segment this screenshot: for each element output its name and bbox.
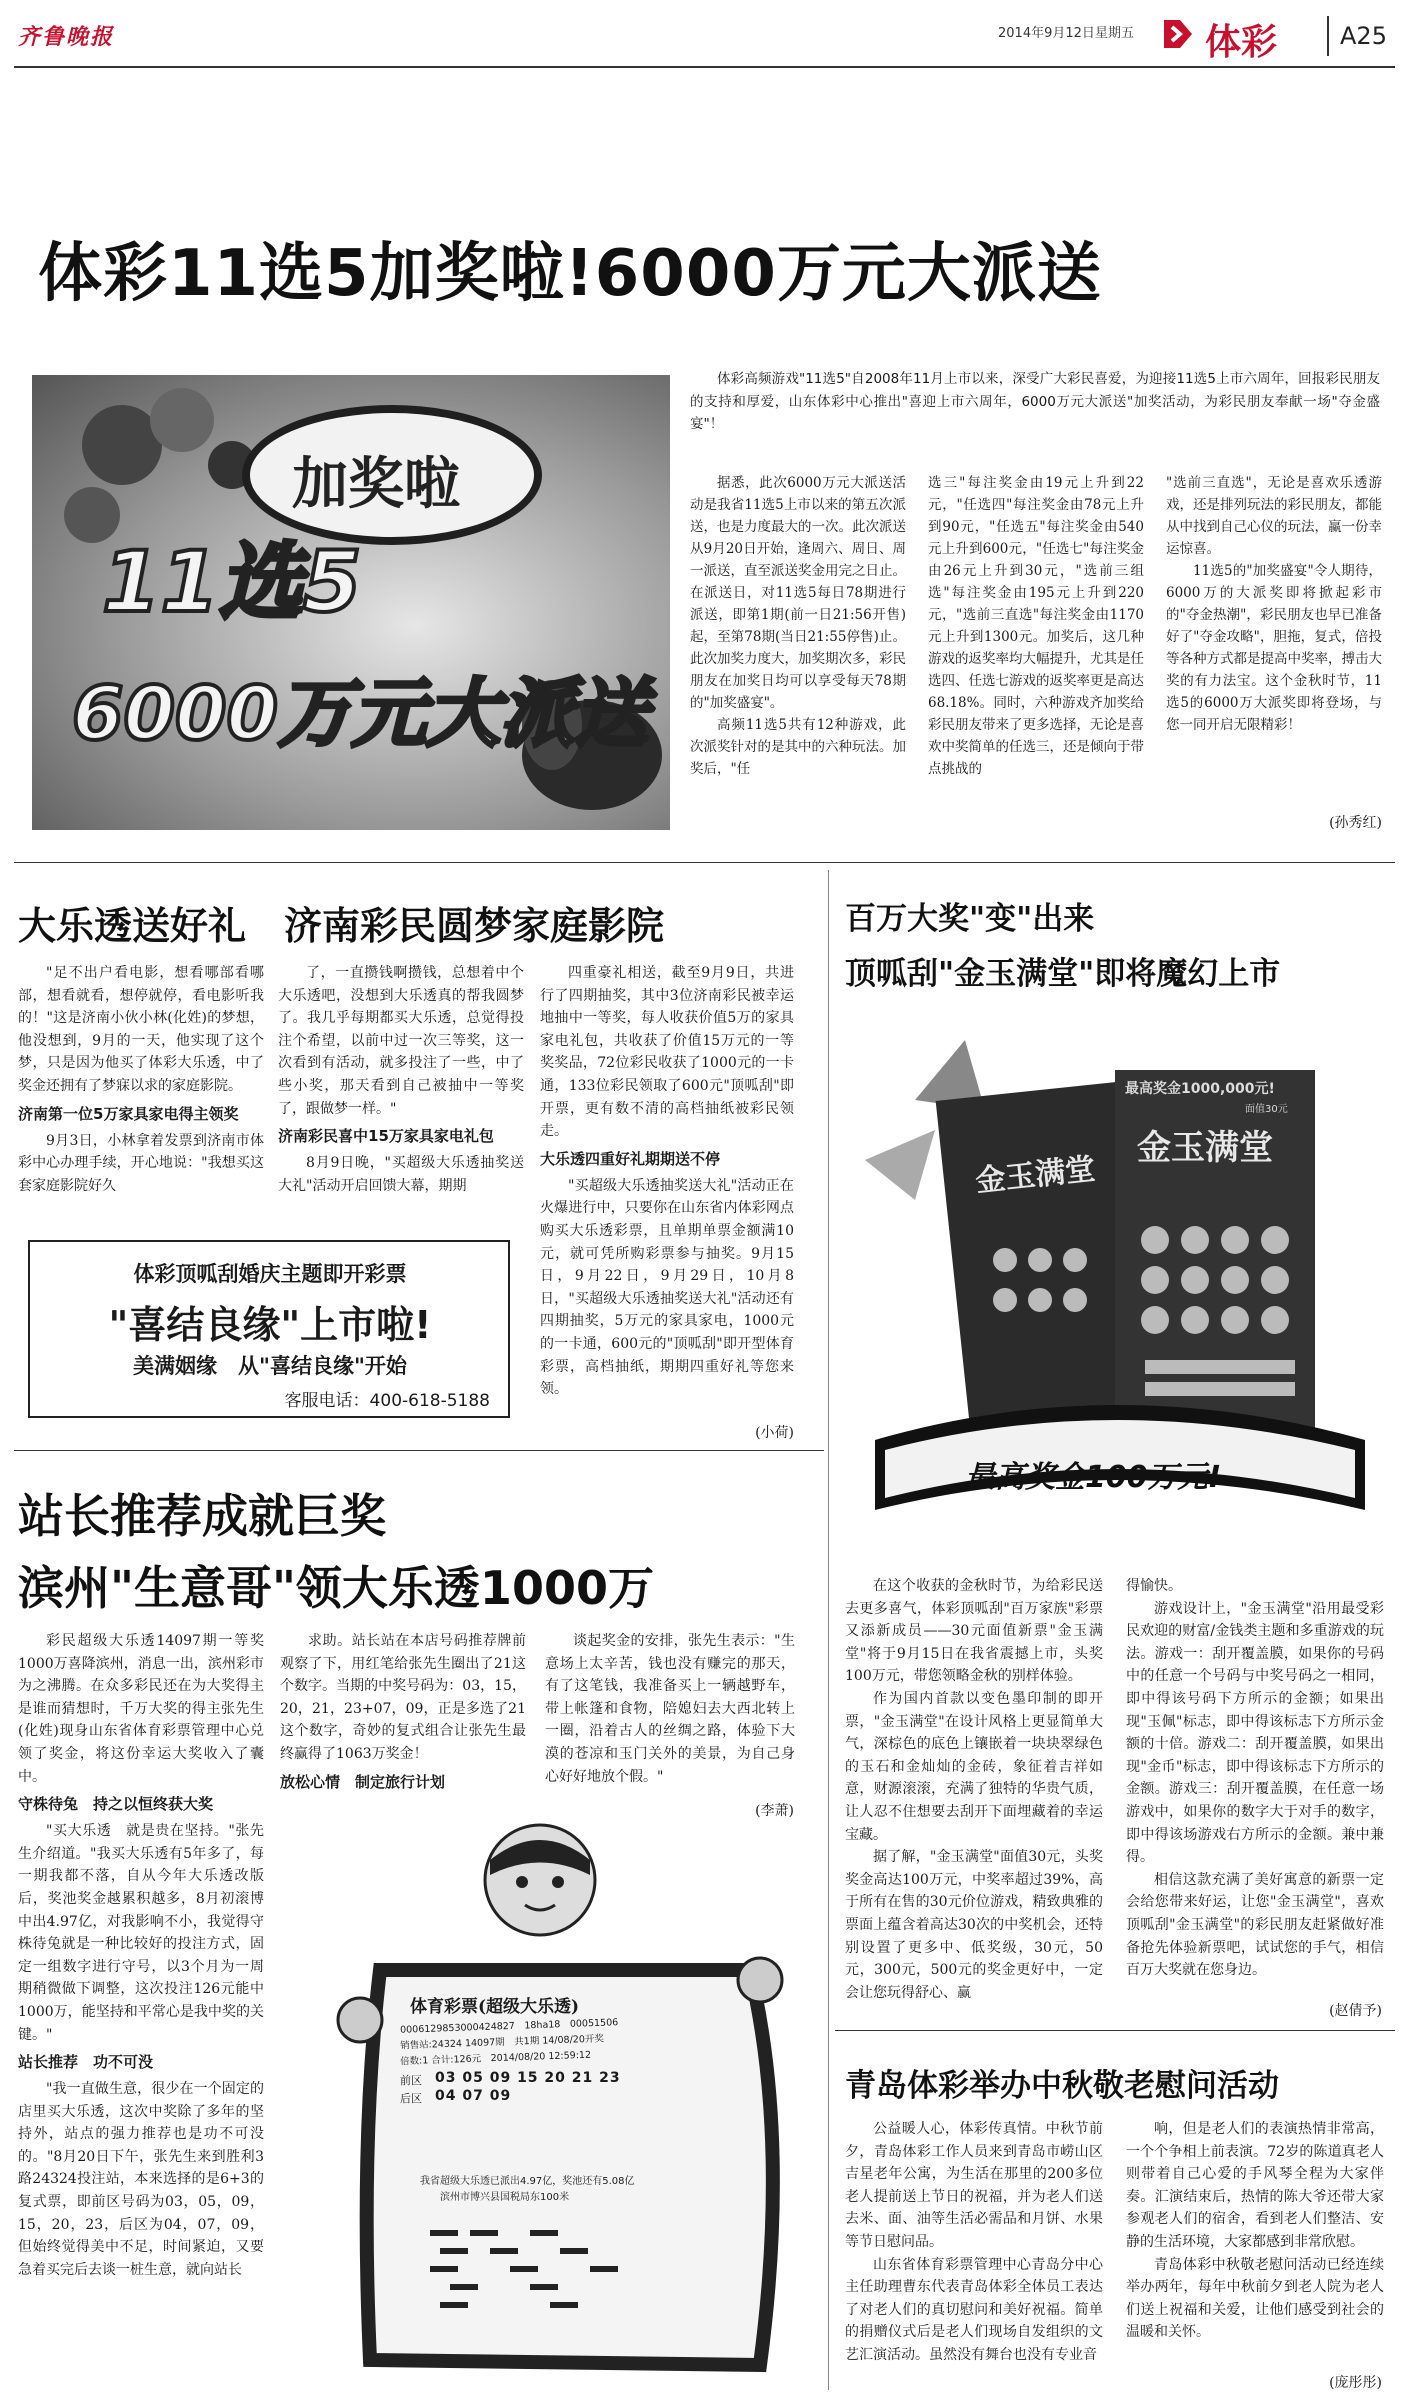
promo-image-line3: 6000万元大派送 [72, 671, 648, 757]
lead-promo-image [32, 375, 670, 830]
story2-col2 [278, 962, 524, 1222]
story5-col2 [1126, 2118, 1384, 2368]
paragraph: 响，但是老人们的表演热情非常高，一个个争相上前表演。72岁的陈道真老人则带着自己心爱的手风琴全程为大家伴奏。汇演结束后，热情的陈大爷还带大家参观老人们的宿舍，看到老人们整洁、安静的生活环境，大家都感到非常欣慰。 [1126, 2121, 1384, 2250]
paragraph: 相信这款充满了美好寓意的新票一定会给您带来好运，让您"金玉满堂"，喜欢顶呱刮"金玉满堂"的彩民朋友赶紧做好准备抢先体验新票吧，试试您的手气，相信百万大奖就在您身边。 [1126, 1871, 1384, 1979]
story2-col1 [18, 962, 264, 1242]
story2-headline: 大乐透送好礼 济南彩民圆梦家庭影院 [18, 904, 665, 948]
paragraph: 谈起奖金的安排，张先生表示："生意场上太辛苦，钱也没有赚完的那天，有了这笔钱，我准备买上一辆越野车，带上帐篷和食物，陪媳妇去大西北转上一圈，沿着古人的丝绸之路，体验下大漠的苍凉和玉门关外的美景，为自己身心好好地放个假。" [545, 1633, 795, 1785]
ad-line3: 美满姻缘 从"喜结良缘"开始 [133, 1354, 407, 1378]
paragraph: 游戏设计上，"金玉满堂"沿用最受彩民欢迎的财富/金钱类主题和多重游戏的玩法。游戏一：刮开覆盖膜，如果你的号码中的任意一个号码与中奖号码之一相同，即中得该号码下方所示的金额；如果出现"玉佩"标志，即中得该标志下方所示金额的十倍。游戏二：刮开覆盖膜，如果出现"金币"标志，即中得该标志下方所示的金额。游戏三：刮开覆盖膜，在任意一场游戏中，如果你的数字大于对手的数字，即中得该场游戏右方所示的金额。兼中兼得。 [1126, 1600, 1384, 1866]
paragraph: 彩民超级大乐透14097期一等奖1000万喜降滨州，消息一出，滨州彩市为之沸腾。在众多彩民还在为大奖得主是谁而猜想时，千万大奖的得主张先生(化姓)现身山东省体育彩票管理中心兑领了奖金，将这份幸运大奖收入了囊中。 [18, 1633, 264, 1785]
paragraph: 9月3日，小林拿着发票到济南市体彩中心办理手续，开心地说："我想买这套家庭影院好久 [18, 1132, 264, 1194]
story3-col2 [1126, 1575, 1384, 1995]
paragraph: 8月9日晚，"买超级大乐透抽奖送大礼"活动开启回馈大幕，期期 [278, 1155, 524, 1194]
issue-weekday: 星期五 [1095, 26, 1135, 41]
subheading: 济南彩民喜中15万家具家电礼包 [278, 1127, 494, 1146]
story3-byline: (赵倩予) [1329, 2003, 1382, 2019]
ticket-back-label: 后区 [400, 2092, 422, 2105]
story4-headline2: 滨州"生意哥"领大乐透1000万 [18, 1561, 654, 1615]
ticket-title-left: 金玉满堂 [973, 1151, 1097, 1200]
promo-image-line2: 加奖啦 [292, 452, 460, 517]
wedding-ticket-ad [28, 1240, 510, 1418]
paragraph: 得愉快。 [1126, 1578, 1182, 1594]
paragraph: "买大乐透 就是贵在坚持。"张先生介绍道。"我买大乐透有5年多了，每一期我都不落，自从今年大乐透改版后，奖池奖金越累积越多，8月初滚博中出4.97亿，对我影响不小，我觉得守株待兔就是一种比较好的投注方式，固定一组数字进行守号，以3个月为一周期稍微做下调整，这次投注126元能中1000万，能坚持和平常心是我中奖的关键。" [18, 1823, 264, 2043]
ad-line2: "喜结良缘"上市啦! [108, 1303, 432, 1347]
promo-image-line1: 11选5 [102, 533, 362, 631]
subheading: 放松心情 制定旅行计划 [280, 1772, 446, 1791]
paper-name-logo: 齐鲁晚报 [18, 24, 115, 50]
lead-byline: (孙秀红) [1329, 815, 1382, 831]
scratch-ticket-image [845, 1010, 1385, 1530]
story4-headline1: 站长推荐成就巨奖 [18, 1489, 386, 1543]
masthead-rule [14, 66, 1395, 68]
paragraph: 山东省体育彩票管理中心青岛分中心主任助理曹东代表青岛体彩全体员工表达了对老人们的真切慰问和美好祝福。简单的捐赠仪式后是老人们现场自发组织的文艺汇演活动。虽然没有舞台也没有专业音 [845, 2256, 1103, 2363]
ticket-back-numbers: 04 07 09 [435, 2088, 512, 2104]
paragraph: "买超级大乐透抽奖送大礼"活动正在火爆进行中，只要你在山东省内体彩网点购买大乐透彩票，且单期单票金额满10元，就可凭所购彩票参与抽奖。9月15日，9月22日，9月29日，10月8日，"买超级大乐透抽奖送大礼"活动还有四期抽奖，5万元的家具家电，1000元的一卡通，600元的"顶呱刮"即开型体育彩票，高档抽纸，期期四重好礼等您来领。 [540, 1177, 794, 1398]
ticket-front-label: 前区 [400, 2074, 422, 2087]
ticket-serial: 0006129853000424827 18ha18 00051506 [399, 2017, 619, 2036]
ticket-footer1: 我省超级大乐透已派出4.97亿，奖池还有5.08亿 [420, 2176, 635, 2187]
story2-col3 [540, 962, 794, 1417]
subheading: 济南第一位5万家具家电得主领奖 [18, 1104, 239, 1123]
ticket-detail: 倍数:1 合计:126元 2014/08/20 12:59:12 [399, 2049, 592, 2068]
paragraph: 公益暖人心，体彩传真情。中秋节前夕，青岛体彩工作人员来到青岛市崂山区吉星老年公寓，为生活在那里的200多位老人提前送上节日的祝福，并为老人们送去米、面、油等生活必需品和月饼、水果等节日慰问品。 [845, 2121, 1103, 2250]
story3-headline2: 顶呱刮"金玉满堂"即将魔幻上市 [845, 956, 1281, 992]
story4-byline: (李萧) [755, 1803, 794, 1819]
section-divider [1327, 16, 1329, 56]
story4-col3 [545, 1630, 795, 1795]
ticket-title: 体育彩票(超级大乐透) [410, 1997, 580, 2017]
lead-col1: 据悉，此次6000万元大派送活动是我省11选5上市以来的第五次派送，也是力度最大的一次。此次派送从9月20日开始，逢周六、周日、周一派送，直至派送奖金用完之日止。在派送日，对11选5每日78期进行派送，即第1期(前一日21:56开售)起，至第78期(当日21:55停售)止。此次加奖力度大，加奖期次多，彩民朋友在加奖日均可以享受每天78期的"加奖盛宴"。 高频11选5共有12种游戏，此次派奖针对的是其中的六种玩法。加奖后，"任 [690, 475, 906, 777]
story2-byline: (小荷) [755, 1425, 794, 1441]
lead-intro: 体彩高频游戏"11选5"自2008年11月上市以来，深受广大彩民喜爱，为迎接11选5上市六周年，回报彩民朋友的支持和厚爱，山东体彩中心推出"喜迎上市六周年，6000万元大派送"加奖活动，为彩民朋友奉献一场"夺金盛宴"！ [690, 371, 1380, 433]
subheading: 大乐透四重好礼期期送不停 [540, 1149, 721, 1168]
ticket-top-prize: 最高奖金1000,000元! [1125, 1081, 1275, 1097]
story3-headline1: 百万大奖"变"出来 [845, 901, 1095, 937]
ticket-footer2: 滨州市博兴县国税局东100米 [440, 2192, 570, 2203]
lottery-ticket-illustration [290, 1820, 800, 2395]
lead-col3: "选前三直选"，无论是喜欢乐透游戏，还是排列玩法的彩民朋友，都能从中找到自己心仪的玩法，赢一份幸运惊喜。 11选5的"加奖盛宴"令人期待，6000万的大派奖即将掀起彩市的"夺金热潮"，彩民朋友也早已准备好了"夺金攻略"，胆拖，复式，倍投等各种方式都是提高中奖率，搏击大奖的有力法宝。这个金秋时节，11选5的6000万大派奖即将登场，与您一同开启无限精彩！ [1166, 475, 1382, 733]
subheading: 守株待兔 持之以恒终获大奖 [18, 1795, 214, 1814]
paragraph: 青岛体彩中秋敬老慰问活动已经连续举办两年，每年中秋前夕到老人院为老人们送上祝福和关爱，让他们感受到社会的温暖和关怀。 [1126, 2256, 1384, 2341]
paragraph: 在这个收获的金秋时节，为给彩民送去更多喜气，体彩顶呱刮"百万家族"彩票又添新成员——30元面值新票"金玉满堂"将于9月15日在我省震撼上市，头奖100万元，带您领略金秋的别样体验。 [845, 1578, 1103, 1685]
paragraph: 求助。站长站在本店号码推荐牌前观察了下，用红笔给张先生圈出了21这个数字。当期的中奖号码为：03，15，20，21，23+07，09，正是多选了21这个数字，奇妙的复式组合让张先生最终赢得了1063万奖金！ [280, 1633, 526, 1762]
story5-headline: 青岛体彩举办中秋敬老慰问活动 [845, 2068, 1279, 2104]
lead-headline: 体彩11选5加奖啦!6000万元大派送 [38, 237, 1102, 311]
ad-line1: 体彩顶呱刮婚庆主题即开彩票 [133, 1262, 407, 1286]
story4-col2 [280, 1630, 526, 1830]
ticket-front-numbers: 03 05 09 15 20 21 23 [435, 2070, 621, 2086]
story3-bottom-rule [835, 2030, 1395, 2031]
vertical-column-rule [828, 870, 829, 2390]
masthead [0, 0, 1409, 70]
story3-col1 [845, 1575, 1103, 2030]
section-name: 体彩 [1205, 22, 1278, 63]
paragraph: 了，一直攒钱啊攒钱，总想着中个大乐透吧，没想到大乐透真的帮我圆梦了。我几乎每期都买大乐透，总觉得投注个希望，以前中过一次三等奖，这一次看到有活动，就多投注了一些，中了些小奖，那天看到自己被抽中一等奖了，跟做梦一样。" [278, 965, 524, 1117]
story5-byline: (庞彤彤) [1329, 2375, 1382, 2391]
lead-bottom-rule [14, 862, 1395, 863]
subheading: 站长推荐 功不可没 [18, 2053, 154, 2072]
story4-col1 [18, 1630, 264, 2395]
paragraph: 四重豪礼相送，截至9月9日，共进行了四期抽奖，其中3位济南彩民被幸运地抽中一等奖，每人收获价值5万的家具家电礼包，共收获了价值15万元的一等奖奖品，72位彩民收获了1000元的一卡通，133位彩民领取了600元"顶呱刮"即开票，更有数不清的高档抽纸被彩民领走。 [540, 965, 794, 1140]
ad-line4: 客服电话：400-618-5188 [284, 1391, 490, 1411]
issue-date: 2014年9月12日 [998, 26, 1095, 41]
story2-bottom-rule [14, 1450, 824, 1451]
ticket-info: 销售站:24324 14097期 共1期 14/08/20开奖 [399, 2033, 605, 2052]
lead-col2: 选三"每注奖金由19元上升到22元，"任选四"每注奖金由78元上升到90元，"任选五"每注奖金由540元上升到600元，"任选七"每注奖金由26元上升到30元，"选前三组选"每注奖金由195元上升到220元，"选前三直选"每注奖金由1170元上升到1300元。加奖后，这几种游戏的返奖率均大幅提升，尤其是任选四、任选七游戏的返奖率更是高达68.18%。同时，六种游戏齐加奖给彩民朋友带来了更多选择，无论是喜欢中奖简单的任选三，还是倾向于带点挑战的 [928, 475, 1144, 777]
paragraph: "足不出户看电影，想看哪部看哪部，想看就看，想停就停，看电影听我的！"这是济南小伙小林(化姓)的梦想，他没想到，9月的一天，他实现了这个梦，只是因为他买了体彩大乐透，中了奖金还拥有了梦寐以求的家庭影院。 [18, 965, 264, 1094]
ticket-face-value: 面值30元 [1245, 1104, 1288, 1115]
paragraph: "我一直做生意，很少在一个固定的店里买大乐透，这次中奖除了多年的坚持外，站点的强力推荐也是功不可没的。"8月20日下午，张先生来到胜利3路24324投注站，本来选择的是6+3的复式票，即前区号码为03，05，09，15，20，23，后区为04，07，09，但始终觉得美中不足，时间紧迫，又要急着买完后去谈一桩生意，就向站长 [18, 2081, 264, 2278]
section-logo-icon [1160, 16, 1200, 52]
ticket-ribbon-text: 最高奖金100万元! [965, 1460, 1222, 1495]
paragraph: 据了解，"金玉满堂"面值30元，头奖奖金高达100万元，中奖率超过39%，高于所有在售的30元价位游戏，精致典雅的票面上蕴含着高达30次的中奖机会，还特别设置了更多中、低奖级，30元，50元，300元，500元的奖金更好中，一定会让您玩得舒心、赢 [845, 1849, 1103, 2001]
ticket-title-right: 金玉满堂 [1137, 1128, 1273, 1168]
story5-col1 [845, 2118, 1103, 2400]
paragraph: 作为国内首款以变色墨印制的即开票，"金玉满堂"在设计风格上更显简单大气，深棕色的底色上镶嵌着一块块翠绿色的玉石和金灿灿的金砖，象征着吉祥如意，财源滚滚，充满了独特的华贵气质，让人忍不住想要去刮开下面埋藏着的幸运宝藏。 [845, 1690, 1103, 1843]
page-number: A25 [1340, 22, 1387, 50]
